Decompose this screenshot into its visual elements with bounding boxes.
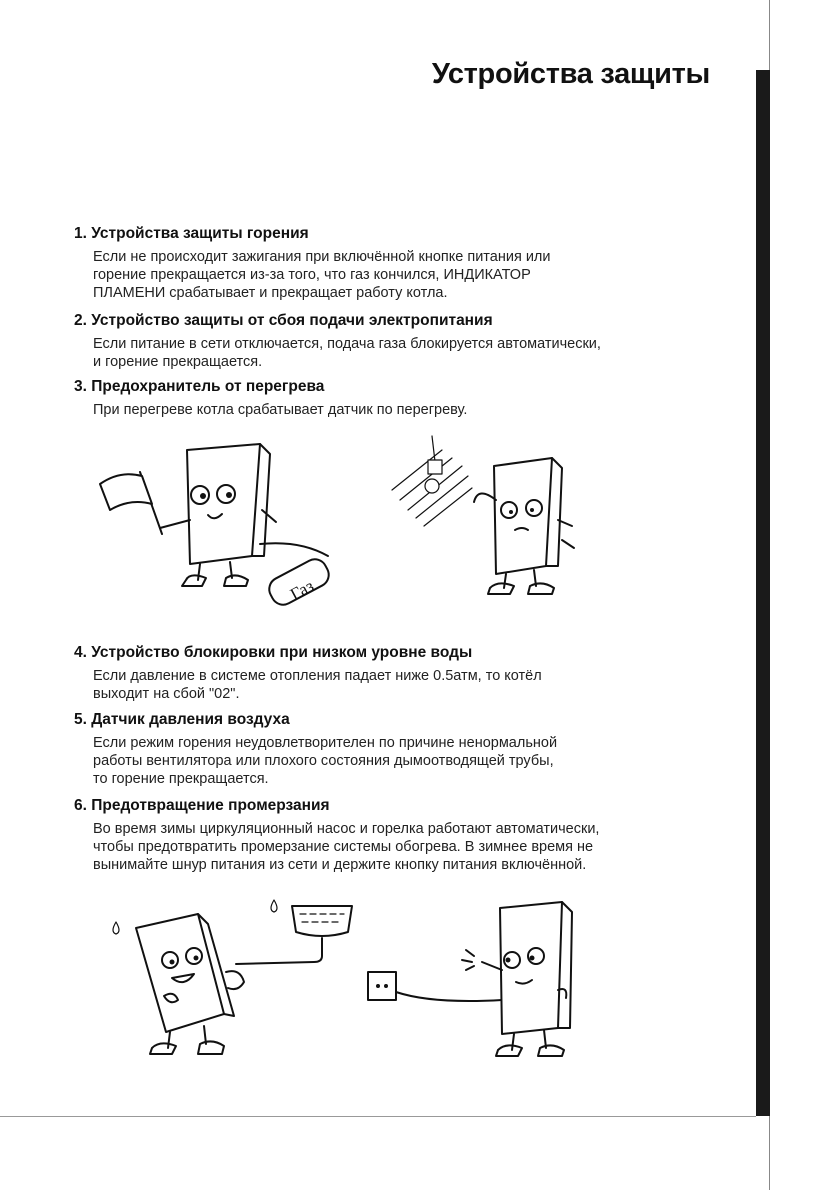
power-socket-illustration bbox=[362, 900, 592, 1075]
section-2 bbox=[74, 311, 734, 371]
flag-icon bbox=[100, 472, 162, 534]
section-title: 4. Устройство блокировки при низком уровне воды bbox=[74, 644, 473, 661]
worried-boiler-character-icon bbox=[474, 458, 574, 594]
section-text bbox=[93, 667, 734, 703]
text-line: вынимайте шнур питания из сети и держите кнопку питания включённой. bbox=[93, 857, 587, 873]
gas-bottle-icon bbox=[260, 543, 333, 609]
boiler-character-icon bbox=[160, 444, 276, 586]
text-line: Если режим горения неудовлетворителен по причине ненормальной bbox=[93, 735, 558, 751]
section-text bbox=[93, 820, 734, 874]
text-line: выходит на сбой "02". bbox=[93, 686, 240, 702]
page-title: Устройства защиты bbox=[431, 58, 710, 90]
bottom-rule bbox=[0, 1116, 756, 1117]
text-line: При перегреве котла срабатывает датчик по перегреву. bbox=[93, 402, 468, 418]
section-title: 2. Устройство защиты от сбоя подачи электропитания bbox=[74, 312, 493, 329]
text-line: ПЛАМЕНИ срабатывает и прекращает работу котла. bbox=[93, 285, 448, 301]
text-line: горение прекращается из-за того, что газ кончился, ИНДИКАТОР bbox=[93, 267, 531, 283]
sunlight-hatching-icon bbox=[392, 436, 472, 526]
section-3 bbox=[74, 377, 734, 419]
section-title: 6. Предотвращение промерзания bbox=[74, 797, 330, 814]
text-line: и горение прекращается. bbox=[93, 354, 263, 370]
section-title: 3. Предохранитель от перегрева bbox=[74, 378, 325, 395]
section-text bbox=[93, 401, 734, 419]
section-5 bbox=[74, 710, 734, 788]
section-6 bbox=[74, 796, 734, 874]
water-tank-illustration bbox=[108, 892, 368, 1072]
text-line: Если давление в системе отопления падает ниже 0.5атм, то котёл bbox=[93, 668, 542, 684]
section-4 bbox=[74, 643, 734, 703]
text-line: работы вентилятора или плохого состояния дымоотводящей трубы, bbox=[93, 753, 554, 769]
boiler-gas-illustration bbox=[90, 440, 350, 620]
section-title: 5. Датчик давления воздуха bbox=[74, 711, 290, 728]
section-1 bbox=[74, 224, 734, 302]
text-line: чтобы предотвратить промерзание системы обогрева. В зимнее время не bbox=[93, 839, 594, 855]
smiling-boiler-character-icon bbox=[136, 914, 244, 1054]
text-line: Если не происходит зажигания при включённой кнопке питания или bbox=[93, 249, 551, 265]
section-title: 1. Устройства защиты горения bbox=[74, 225, 309, 242]
section-text bbox=[93, 248, 734, 302]
text-line: то горение прекращается. bbox=[93, 771, 269, 787]
text-line: Если питание в сети отключается, подача газа блокируется автоматически, bbox=[93, 336, 601, 352]
pointing-boiler-character-icon bbox=[462, 902, 572, 1056]
overheat-illustration bbox=[382, 430, 582, 605]
section-text bbox=[93, 734, 734, 788]
side-tab-bar bbox=[756, 70, 770, 1116]
section-text bbox=[93, 335, 734, 371]
gas-bottle-label: Газ bbox=[287, 576, 317, 604]
text-line: Во время зимы циркуляционный насос и горелка работают автоматически, bbox=[93, 821, 600, 837]
